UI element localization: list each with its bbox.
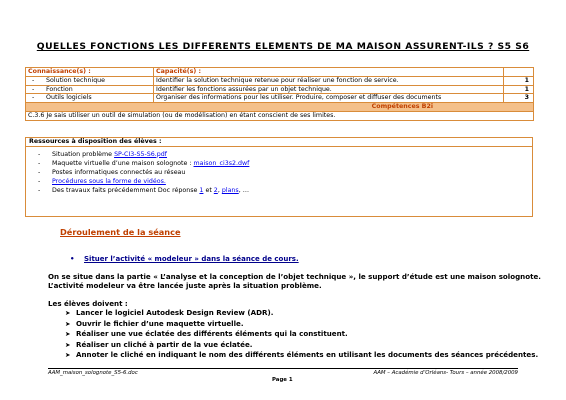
list-item — [65, 350, 538, 361]
b2i-skill-text: C.3.6 Je sais utiliser un outil de simulation (ou de modélisation) en étant conscient de ses limites. — [26, 111, 534, 120]
resource-link[interactable]: Procédures sous la forme de vidéos. — [52, 178, 166, 186]
level-cell: 1 — [504, 76, 534, 85]
level-cell: 1 — [504, 85, 534, 94]
resource-link[interactable]: 2 — [213, 187, 218, 195]
resources-list — [38, 151, 532, 195]
knowledge-cell: - Solution technique — [26, 76, 154, 85]
table-row — [26, 76, 534, 85]
list-item — [65, 308, 538, 319]
page-title: QUELLES FONCTIONS LES DIFFERENTS ELEMENTS DE MA MAISON ASSURENT-ILS ? S5 S6 — [36, 41, 530, 52]
step-text: Réaliser une vue éclatée des différents éléments qui la constituent. — [76, 329, 348, 338]
level-header — [504, 68, 534, 77]
list-item: - Procédures sous la forme de vidéos. — [38, 178, 166, 186]
steps-list — [65, 308, 538, 361]
arrow-bullet-icon: ➤ — [65, 351, 71, 359]
skills-table — [25, 67, 534, 121]
capacity-header: Capacité(s) : — [154, 68, 504, 77]
step-text: Lancer le logiciel Autodesk Design Review (ADR). — [76, 308, 274, 317]
arrow-bullet-icon: ➤ — [65, 330, 71, 338]
context-paragraph: On se situe dans la partie « L’analyse et la conception de l’objet technique », le support d’étude est une maison solognote. L’activité modeleur va être lancée juste après la situation problème. — [48, 272, 541, 291]
resources-title: Ressources à disposition des élèves : — [26, 138, 532, 147]
table-row — [26, 94, 534, 103]
level-cell: 3 — [504, 94, 534, 103]
resource-link[interactable]: plans — [221, 187, 239, 195]
section-title: Déroulement de la séance — [60, 227, 181, 237]
resource-text: , … — [238, 187, 250, 195]
knowledge-cell: - Fonction — [26, 85, 154, 94]
resource-link[interactable]: maison_ci3s2.dwf — [193, 159, 250, 167]
arrow-bullet-icon: ➤ — [65, 319, 71, 328]
b2i-skill-row — [26, 111, 534, 120]
arrow-bullet-icon: ➤ — [65, 340, 71, 349]
capacity-cell: Identifier la solution technique retenue pour réaliser une fonction de service. — [154, 76, 504, 85]
resource-text: et — [203, 187, 214, 195]
activity-text: Situer l’activité « modeleur » dans la séance de cours. — [84, 255, 299, 263]
arrow-bullet-icon: ➤ — [65, 309, 71, 317]
table-row — [26, 85, 534, 94]
step-text: Annoter le cliché en indiquant le nom des différents éléments en utilisant les documents des séances précédentes. — [76, 350, 539, 359]
list-item — [65, 329, 538, 340]
list-item — [65, 340, 538, 351]
knowledge-text: Outils logiciels — [46, 94, 92, 102]
resource-text: Postes informatiques connectés au réseau — [52, 168, 186, 176]
page-footer — [48, 368, 518, 383]
knowledge-cell: - Outils logiciels — [26, 94, 154, 103]
resource-text: Situation problème — [52, 150, 115, 158]
knowledge-header: Connaissance(s) : — [26, 68, 154, 77]
b2i-banner: Compétences B2i — [26, 103, 534, 112]
resources-block — [25, 137, 533, 217]
knowledge-text: Fonction — [46, 85, 73, 93]
b2i-banner-row — [26, 103, 534, 112]
footer-academy: AAM – Académie d’Orléans- Tours – année 2008/2009 — [373, 370, 518, 376]
resource-link[interactable]: SP-CI3-S5-S6.pdf — [114, 150, 168, 158]
activity-bullet — [70, 255, 299, 263]
list-item — [65, 319, 538, 330]
step-text: Réaliser un cliché à partir de la vue éclatée. — [76, 339, 253, 349]
list-item: - Des travaux faits précédemment Doc réponse 1 et 2, plans, … — [38, 187, 250, 195]
step-text: Ouvrir le fichier d’une maquette virtuelle. — [76, 318, 244, 328]
students-intro: Les élèves doivent : — [48, 299, 128, 308]
footer-filename: AAM_maison_solognote_S5-6.doc — [48, 370, 138, 376]
footer-page-number: Page 1 — [272, 377, 293, 383]
list-item: - Maquette virtuelle d’une maison solognote : maison_ci3s2.dwf — [38, 159, 250, 167]
resource-text: Des travaux faits précédemment Doc réponse — [52, 187, 200, 195]
resource-link[interactable]: 1 — [199, 187, 204, 195]
resource-text: Maquette virtuelle d’une maison solognote : — [52, 159, 194, 167]
capacity-cell: Organiser des informations pour les utiliser. Produire, composer et diffuser des documents — [154, 94, 504, 103]
bullet-icon: • — [70, 255, 75, 263]
table-header-row — [26, 68, 534, 77]
knowledge-text: Solution technique — [46, 76, 106, 84]
list-item: - Situation problème SP-CI3-S5-S6.pdf — [38, 150, 168, 158]
list-item: - Postes informatiques connectés au réseau — [38, 168, 186, 176]
capacity-cell: Identifier les fonctions assurées par un objet technique. — [154, 85, 504, 94]
resource-text: , — [217, 187, 222, 195]
